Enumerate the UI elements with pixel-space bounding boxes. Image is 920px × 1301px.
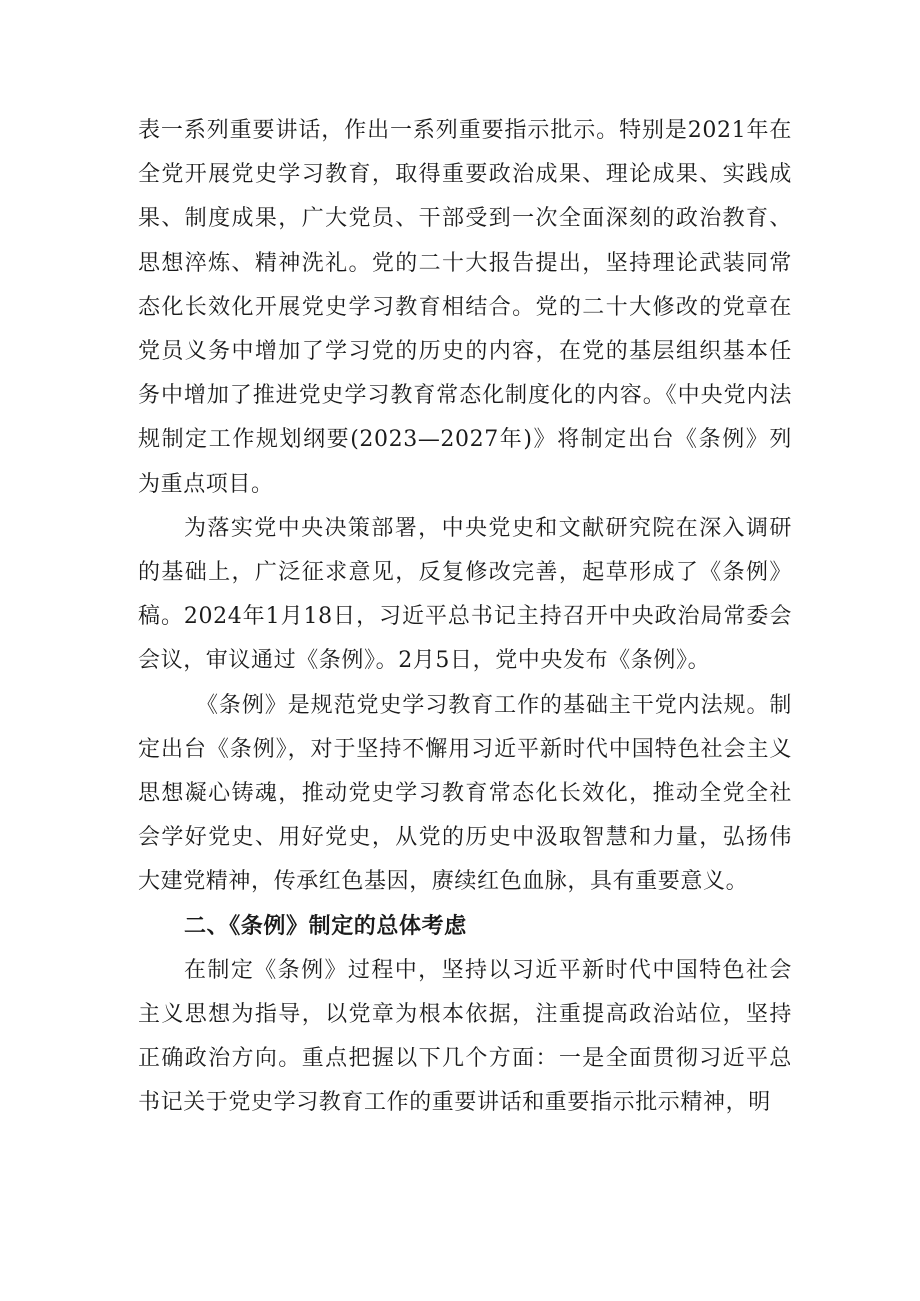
document-body <box>138 109 792 1126</box>
section-heading: 二、《条例》制定的总体考虑 <box>184 913 467 939</box>
paragraph-continuation: 表一系列重要讲话，作出一系列重要指示批示。特别是2021年在全党开展党史学习教育，取得重要政治成果、理论成果、实践成果、制度成果，广大党员、干部受到一次全面深刻的政治教育、思想淬炼、精神洗礼。党的二十大报告提出，坚持理论武装同常态化长效化开展党史学习教育相结合。党的二十大修改的党章在党员义务中增加了学习党的历史的内容，在党的基层组织基本任务中增加了推进党史学习教育常态化制度化的内容。《中央党内法规制定工作规划纲要(2023—2027年)》将制定出台《条例》列为重点项目。 <box>138 118 792 497</box>
paragraph-drafting-process: 为落实党中央决策部署，中央党史和文献研究院在深入调研的基础上，广泛征求意见，反复修改完善，起草形成了《条例》稿。2024年1月18日，习近平总书记主持召开中央政治局常委会会议，审议通过《条例》。2月5日，党中央发布《条例》。 <box>138 515 792 674</box>
paragraph-significance: 《条例》是规范党史学习教育工作的基础主干党内法规。制定出台《条例》，对于坚持不懈用习近平新时代中国特色社会主义思想凝心铸魂，推动党史学习教育常态化长效化，推动全党全社会学好党史、用好党史，从党的历史中汲取智慧和力量，弘扬伟大建党精神，传承红色基因，赓续红色血脉，具有重要意义。 <box>138 692 792 895</box>
paragraph-overall-considerations: 在制定《条例》过程中，坚持以习近平新时代中国特色社会主义思想为指导，以党章为根本依据，注重提高政治站位，坚持正确政治方向。重点把握以下几个方面：一是全面贯彻习近平总书记关于党史学习教育工作的重要讲话和重要指示批示精神，明 <box>138 957 792 1116</box>
